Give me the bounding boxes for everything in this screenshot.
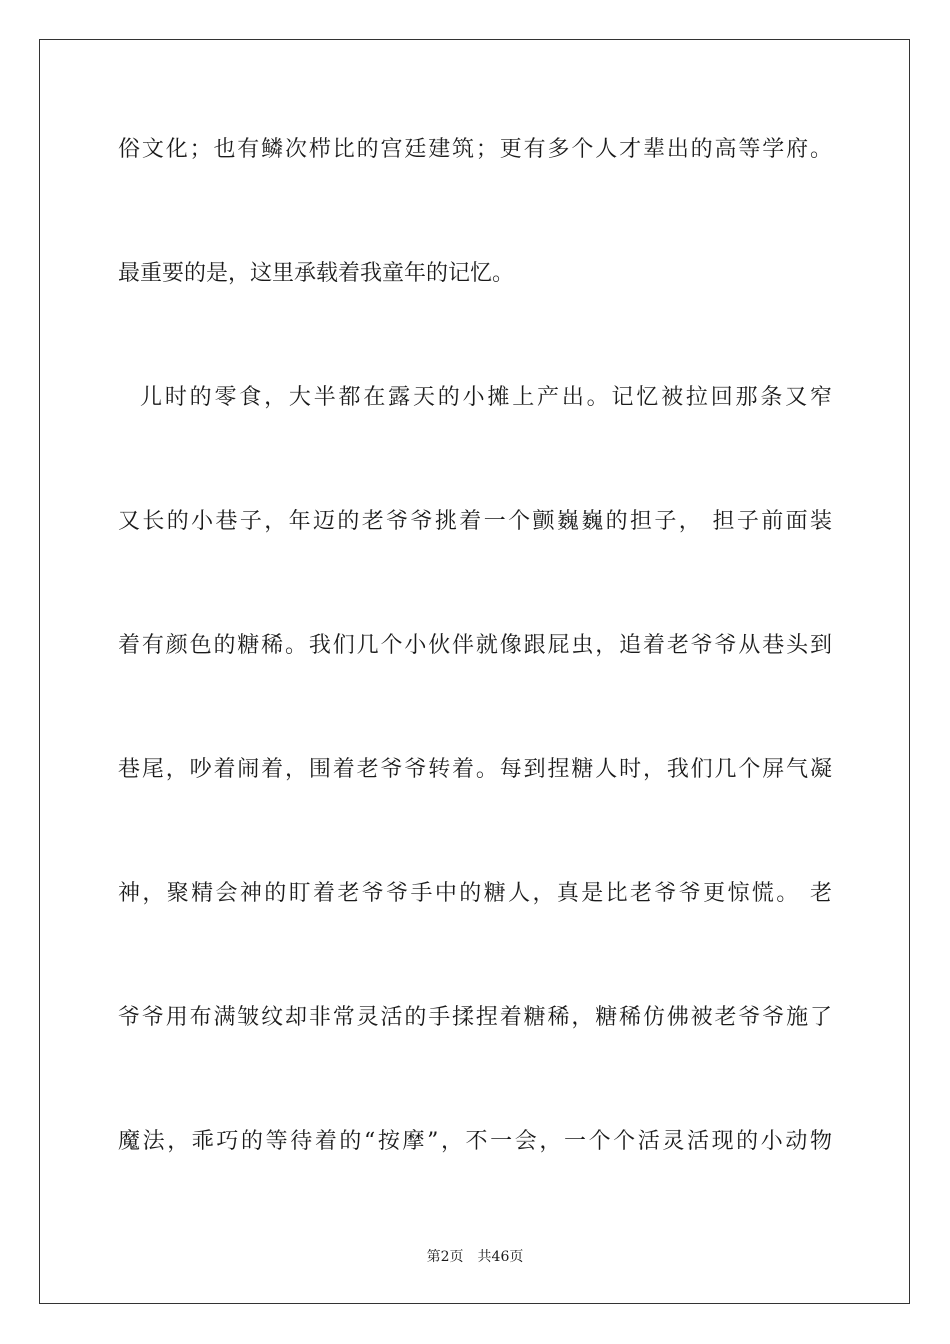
text-line: 爷爷用布满皱纹却非常灵活的手揉捏着糖稀，糖稀仿佛被老爷爷施了: [118, 1005, 832, 1030]
text-line: 着有颜色的糖稀。我们几个小伙伴就像跟屁虫，追着老爷爷从巷头到: [118, 633, 832, 658]
page-footer: [0, 1248, 950, 1266]
page-total: 共46页: [477, 1249, 524, 1265]
document-body: [118, 133, 832, 1249]
text-line: 魔法，乖巧的等待着的“按摩”，不一会，一个个活灵活现的小动物: [118, 1129, 832, 1154]
paragraph-first-line: 儿时的零食，大半都在露天的小摊上产出。记忆被拉回那条又窄: [140, 385, 832, 410]
text-line: 又长的小巷子，年迈的老爷爷挑着一个颤巍巍的担子， 担子前面装: [118, 509, 832, 534]
text-line: 神，聚精会神的盯着老爷爷手中的糖人，真是比老爷爷更惊慌。 老: [118, 881, 832, 906]
text-line: 俗文化；也有鳞次栉比的宫廷建筑；更有多个人才辈出的高等学府。: [118, 137, 832, 162]
text-line: 最重要的是，这里承载着我童年的记忆。: [118, 261, 515, 286]
text-line: 巷尾，吵着闹着，围着老爷爷转着。每到捏糖人时，我们几个屏气凝: [118, 757, 832, 782]
page-number: 第2页: [426, 1249, 464, 1265]
